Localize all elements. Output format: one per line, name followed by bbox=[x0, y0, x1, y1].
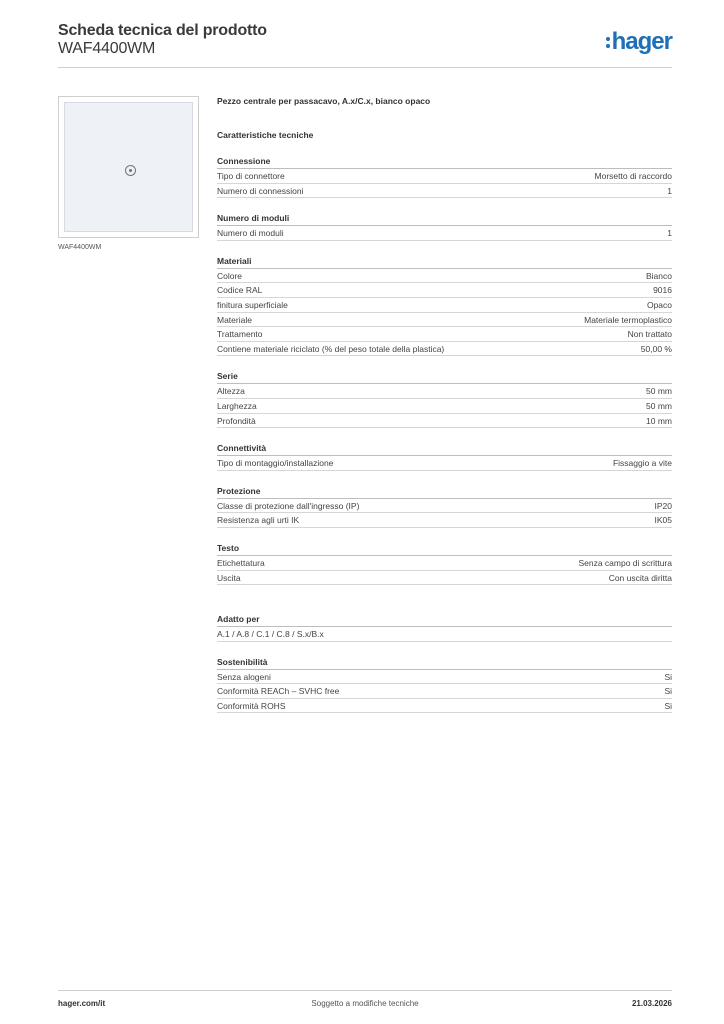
spec-row bbox=[217, 298, 672, 313]
spec-value: Si bbox=[664, 686, 672, 697]
footer-date: 21.03.2026 bbox=[631, 999, 672, 1008]
section-title: Adatto per bbox=[217, 614, 672, 627]
spec-label: Tipo di montaggio/installazione bbox=[217, 458, 334, 469]
spec-row bbox=[217, 169, 672, 184]
spec-value: Senza campo di scrittura bbox=[578, 557, 672, 568]
page-footer bbox=[58, 990, 672, 1014]
section-title: Serie bbox=[217, 371, 672, 384]
spec-value: 1 bbox=[667, 228, 672, 239]
spec-row bbox=[217, 571, 672, 586]
spec-row bbox=[217, 556, 672, 571]
spec-label: Senza alogeni bbox=[217, 671, 271, 682]
spec-section bbox=[217, 543, 672, 585]
spec-row bbox=[217, 283, 672, 298]
spec-section bbox=[217, 213, 672, 241]
spec-label: Materiale bbox=[217, 314, 252, 325]
spec-section bbox=[217, 371, 672, 428]
spec-label: Codice RAL bbox=[217, 285, 263, 296]
logo-text: hager bbox=[611, 28, 672, 55]
spec-value: 9016 bbox=[653, 285, 672, 296]
spec-row bbox=[217, 384, 672, 399]
spec-row bbox=[217, 684, 672, 699]
spec-label: Uscita bbox=[217, 572, 241, 583]
spec-value: Morsetto di raccordo bbox=[594, 171, 672, 181]
spec-value: 10 mm bbox=[646, 415, 672, 426]
spec-row bbox=[217, 327, 672, 342]
spec-label: A.1 / A.8 / C.1 / C.8 / S.x/B.x bbox=[217, 629, 324, 640]
spec-label: Classe di protezione dall'ingresso (IP) bbox=[217, 500, 360, 511]
spec-row bbox=[217, 499, 672, 514]
cable-hole-icon bbox=[125, 165, 136, 176]
footer-website[interactable]: hager.com/it bbox=[58, 999, 106, 1008]
spec-row bbox=[217, 627, 672, 642]
spec-row bbox=[217, 226, 672, 241]
spec-section bbox=[217, 156, 672, 198]
spec-content bbox=[217, 96, 672, 713]
spec-row bbox=[217, 414, 672, 429]
spec-row bbox=[217, 313, 672, 328]
spec-label: Numero di moduli bbox=[217, 228, 284, 239]
spec-label: finitura superficiale bbox=[217, 299, 288, 310]
spec-section bbox=[217, 614, 672, 642]
section-title: Testo bbox=[217, 543, 672, 556]
image-caption: WAF4400WM bbox=[58, 244, 102, 251]
spec-value: Opaco bbox=[646, 299, 672, 310]
section-title: Sostenibilità bbox=[217, 657, 672, 670]
section-title: Connettività bbox=[217, 443, 672, 456]
spec-label: Trattamento bbox=[217, 329, 263, 340]
spec-row bbox=[217, 342, 672, 357]
tech-characteristics-title: Caratteristiche tecniche bbox=[217, 130, 314, 140]
spec-label: Tipo di connettore bbox=[217, 171, 285, 181]
spec-section bbox=[217, 256, 672, 357]
spec-row bbox=[217, 184, 672, 199]
hager-logo bbox=[606, 28, 672, 56]
spec-section bbox=[217, 657, 672, 714]
cable-outlet-plate-icon bbox=[64, 102, 193, 232]
spec-value: Si bbox=[664, 700, 672, 711]
spec-label: Larghezza bbox=[217, 400, 257, 411]
spec-value: Si bbox=[664, 671, 672, 682]
spec-value: Con uscita diritta bbox=[608, 572, 672, 583]
product-image bbox=[58, 96, 199, 238]
product-code: WAF4400WM bbox=[58, 40, 156, 57]
spec-row bbox=[217, 699, 672, 714]
spec-sections bbox=[217, 156, 672, 713]
spec-label: Conformità ROHS bbox=[217, 700, 286, 711]
page-header bbox=[58, 22, 672, 68]
spec-value: IK05 bbox=[654, 515, 672, 526]
product-description: Pezzo centrale per passacavo, A.x/C.x, bianco opaco bbox=[217, 96, 431, 106]
spec-label: Resistenza agli urti IK bbox=[217, 515, 300, 526]
spec-section bbox=[217, 486, 672, 528]
spec-label: Conformità REACh – SVHC free bbox=[217, 686, 340, 697]
section-title: Protezione bbox=[217, 486, 672, 499]
spec-value: 50 mm bbox=[646, 400, 672, 411]
spec-row bbox=[217, 269, 672, 284]
section-title: Materiali bbox=[217, 256, 672, 269]
spec-row bbox=[217, 399, 672, 414]
section-title: Connessione bbox=[217, 156, 672, 169]
spec-value: Non trattato bbox=[627, 329, 672, 340]
section-title: Numero di moduli bbox=[217, 213, 672, 226]
spec-value: 50 mm bbox=[646, 386, 672, 397]
spec-value: Materiale termoplastico bbox=[584, 314, 672, 325]
spec-value: Fissaggio a vite bbox=[612, 458, 672, 469]
spec-label: Etichettatura bbox=[217, 557, 265, 568]
page-title: Scheda tecnica del prodotto bbox=[58, 22, 267, 39]
spec-label: Contiene materiale riciclato (% del peso totale della plastica) bbox=[217, 343, 445, 354]
spec-value: IP20 bbox=[654, 500, 672, 511]
spec-label: Numero di connessioni bbox=[217, 185, 304, 196]
logo-colon-icon bbox=[606, 37, 610, 48]
spec-label: Profondità bbox=[217, 415, 256, 426]
spec-value: 1 bbox=[667, 185, 672, 196]
spec-row bbox=[217, 456, 672, 471]
spec-label: Altezza bbox=[217, 386, 245, 397]
spec-row bbox=[217, 513, 672, 528]
footer-notice: Soggetto a modifiche tecniche bbox=[311, 999, 419, 1008]
spec-section bbox=[217, 443, 672, 471]
spec-value: 50,00 % bbox=[640, 343, 672, 354]
spec-row bbox=[217, 670, 672, 685]
spec-value: Bianco bbox=[646, 270, 672, 281]
spec-label: Colore bbox=[217, 270, 243, 281]
